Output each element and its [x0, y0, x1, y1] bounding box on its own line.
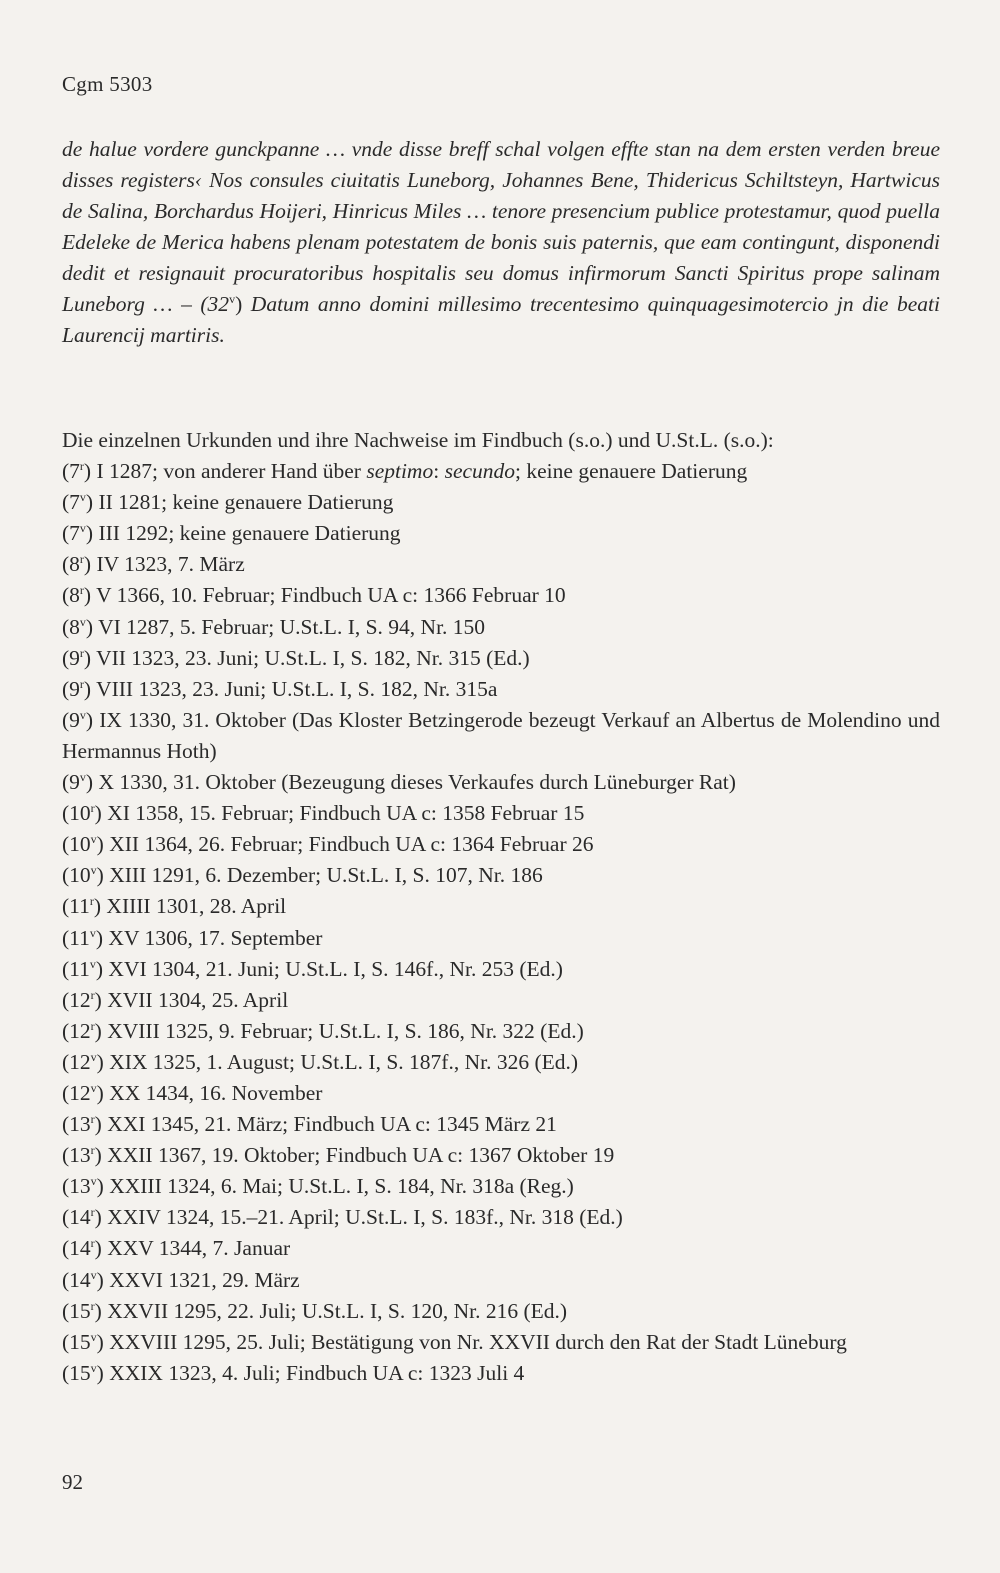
document-entry: (11$^v$) XV 1306, 17. September	[62, 925, 323, 950]
folio-side: r	[79, 676, 84, 691]
folio-side: r	[90, 987, 95, 1002]
entry-text: XXI 1345, 21. März; Findbuch UA c: 1345 März 21	[107, 1112, 557, 1137]
document-entry: (13$^r$) XXI 1345, 21. März; Findbuch UA c: 1345 März 21	[62, 1112, 557, 1137]
folio-side: v	[90, 863, 97, 878]
document-entry: (15$^v$) XXIX 1323, 4. Juli; Findbuch UA c: 1323 Juli 4	[62, 1360, 525, 1385]
entry-text: I 1287; von anderer Hand über	[96, 459, 367, 484]
page-number: 92	[62, 1470, 83, 1494]
entry-text: X 1330, 31. Oktober (Bezeugung dieses Verkaufes durch Lüneburger Rat)	[98, 770, 736, 795]
folio-number: 9	[69, 770, 80, 795]
folio-side: v	[79, 614, 86, 629]
folio-side-marker: v	[229, 292, 236, 306]
latin-text-close: )	[235, 292, 243, 316]
entry-text: XVIII 1325, 9. Februar; U.St.L. I, S. 186, Nr. 322 (Ed.)	[107, 1018, 584, 1043]
folio-number: 7	[69, 490, 80, 515]
folio-number: 8	[69, 614, 80, 639]
folio-number: 11	[69, 956, 90, 981]
document-entry: (8$^r$) V 1366, 10. Februar; Findbuch UA c: 1366 Februar 10	[62, 583, 566, 608]
section-intro: Die einzelnen Urkunden und ihre Nachweise im Findbuch (s.o.) und U.St.L. (s.o.):	[62, 428, 774, 452]
folio-side: r	[90, 1205, 95, 1220]
document-entry: (12$^r$) XVII 1304, 25. April	[62, 987, 289, 1012]
document-entry: (7$^v$) II 1281; keine genauere Datierung	[62, 490, 394, 515]
entry-text: XIII 1291, 6. Dezember; U.St.L. I, S. 107, Nr. 186	[109, 863, 543, 888]
entry-text: ; keine genauere Datierung	[515, 459, 748, 484]
entry-text: XII 1364, 26. Februar; Findbuch UA c: 1364 Februar 26	[109, 832, 594, 857]
folio-side: r	[90, 1236, 95, 1251]
folio-side: v	[90, 1360, 97, 1375]
folio-number: 12	[69, 987, 91, 1012]
folio-number: 10	[69, 832, 91, 857]
document-entry: (9$^v$) IX 1330, 31. Oktober (Das Kloster Betzingerode bezeugt Verkauf an Albertus de Molendino und Hermannus Hoth)	[62, 707, 940, 763]
folio-number: 15	[69, 1360, 91, 1385]
entry-text: XXVII 1295, 22. Juli; U.St.L. I, S. 120, Nr. 216 (Ed.)	[107, 1298, 568, 1323]
folio-number: 7	[69, 521, 80, 546]
document-entry: (8$^r$) IV 1323, 7. März	[62, 552, 245, 577]
folio-number: 15	[69, 1329, 91, 1354]
folio-number: 14	[69, 1205, 91, 1230]
folio-side: v	[89, 956, 96, 971]
folio-side: v	[90, 1329, 97, 1344]
entry-text: III 1292; keine genauere Datierung	[98, 521, 401, 546]
document-entry: (7$^v$) III 1292; keine genauere Datierung	[62, 521, 401, 546]
folio-number: 12	[69, 1018, 91, 1043]
folio-side: r	[90, 1018, 95, 1033]
entry-text: :	[433, 459, 445, 484]
folio-number: 12	[69, 1049, 91, 1074]
document-entry: (14$^r$) XXV 1344, 7. Januar	[62, 1236, 291, 1261]
entry-italic-word: septimo	[366, 459, 434, 484]
entry-text: XXIII 1324, 6. Mai; U.St.L. I, S. 184, Nr. 318a (Reg.)	[109, 1174, 574, 1199]
folio-side: v	[90, 1080, 97, 1095]
document-entry: (10$^r$) XI 1358, 15. Februar; Findbuch UA c: 1358 Februar 15	[62, 801, 585, 826]
folio-side: v	[79, 707, 86, 722]
folio-number: 13	[69, 1174, 91, 1199]
folio-side: r	[79, 583, 84, 598]
entry-text: XXVIII 1295, 25. Juli; Bestätigung von Nr. XXVII durch den Rat der Stadt Lüneburg	[109, 1329, 847, 1354]
folio-number: 10	[69, 863, 91, 888]
entry-text: IX 1330, 31. Oktober (Das Kloster Betzingerode bezeugt Verkauf an Albertus de Molendino und Hermannus Hoth)	[62, 707, 940, 763]
folio-number: 9	[69, 707, 80, 732]
latin-transcription-paragraph	[62, 134, 940, 351]
entry-text: XVI 1304, 21. Juni; U.St.L. I, S. 146f., Nr. 253 (Ed.)	[108, 956, 563, 981]
folio-number: 13	[69, 1112, 91, 1137]
folio-number: 10	[69, 801, 91, 826]
entry-text: XIIII 1301, 28. April	[106, 894, 287, 919]
entry-text: VI 1287, 5. Februar; U.St.L. I, S. 94, Nr. 150	[98, 614, 486, 639]
document-entry: (7$^r$) I 1287; von anderer Hand über septimo: secundo; keine genauere Datierung	[62, 459, 748, 484]
folio-number: 9	[69, 676, 80, 701]
document-entry: (11$^r$) XIIII 1301, 28. April	[62, 894, 287, 919]
folio-number: 7	[69, 459, 80, 484]
entry-text: XI 1358, 15. Februar; Findbuch UA c: 1358 Februar 15	[107, 801, 585, 826]
folio-side: r	[90, 801, 95, 816]
document-entry: (12$^r$) XVIII 1325, 9. Februar; U.St.L. I, S. 186, Nr. 322 (Ed.)	[62, 1018, 584, 1043]
entry-text: XX 1434, 16. November	[109, 1080, 323, 1105]
document-entry: (14$^v$) XXVI 1321, 29. März	[62, 1267, 300, 1292]
folio-side: r	[79, 645, 84, 660]
entry-text: XIX 1325, 1. August; U.St.L. I, S. 187f., Nr. 326 (Ed.)	[109, 1049, 579, 1074]
entry-text: VII 1323, 23. Juni; U.St.L. I, S. 182, Nr. 315 (Ed.)	[96, 645, 530, 670]
document-entry: (10$^v$) XII 1364, 26. Februar; Findbuch UA c: 1364 Februar 26	[62, 832, 594, 857]
folio-number: 9	[69, 645, 80, 670]
folio-side: v	[79, 770, 86, 785]
entry-text: XV 1306, 17. September	[108, 925, 323, 950]
folio-number: 11	[69, 894, 90, 919]
document-entry: (9$^r$) VII 1323, 23. Juni; U.St.L. I, S. 182, Nr. 315 (Ed.)	[62, 645, 530, 670]
document-entry: (15$^r$) XXVII 1295, 22. Juli; U.St.L. I, S. 120, Nr. 216 (Ed.)	[62, 1298, 568, 1323]
document-entry: (14$^r$) XXIV 1324, 15.–21. April; U.St.L. I, S. 183f., Nr. 318 (Ed.)	[62, 1205, 623, 1230]
folio-number: 14	[69, 1267, 91, 1292]
document-list-section	[62, 425, 940, 1389]
document-entry: (8$^v$) VI 1287, 5. Februar; U.St.L. I, S. 94, Nr. 150	[62, 614, 486, 639]
folio-side: v	[90, 1174, 97, 1189]
folio-number: 8	[69, 552, 80, 577]
document-entry: (12$^v$) XX 1434, 16. November	[62, 1080, 323, 1105]
folio-side: v	[79, 490, 86, 505]
latin-text-part2: Datum anno domini millesimo trecentesimo quinquagesimotercio jn die beati Laurencij martiris.	[62, 292, 940, 347]
entry-italic-word: secundo	[444, 459, 516, 484]
entry-text: V 1366, 10. Februar; Findbuch UA c: 1366 Februar 10	[96, 583, 566, 608]
entry-text: II 1281; keine genauere Datierung	[98, 490, 394, 515]
folio-side: r	[89, 894, 94, 909]
folio-number: 15	[69, 1298, 91, 1323]
entry-text: XVII 1304, 25. April	[107, 987, 289, 1012]
folio-side: v	[90, 1267, 97, 1282]
folio-side: r	[90, 1143, 95, 1158]
folio-side: r	[79, 552, 84, 567]
document-entry: (15$^v$) XXVIII 1295, 25. Juli; Bestätigung von Nr. XXVII durch den Rat der Stadt Lüneburg	[62, 1329, 847, 1354]
folio-side: r	[90, 1112, 95, 1127]
entry-text: IV 1323, 7. März	[96, 552, 245, 577]
running-head: Cgm 5303	[62, 72, 153, 96]
folio-number: 12	[69, 1080, 91, 1105]
folio-side: r	[90, 1298, 95, 1313]
entry-text: XXVI 1321, 29. März	[109, 1267, 300, 1292]
entry-text: XXII 1367, 19. Oktober; Findbuch UA c: 1367 Oktober 19	[107, 1143, 615, 1168]
latin-text-part1: de halue vordere gunckpanne … vnde disse breff schal volgen effte stan na dem ersten verden breue disses registers‹ Nos consules ciuitatis Luneborg, Johannes Bene, Thidericus Schiltsteyn, Hartwicus de Salina, Borchardus Hoijeri, Hinricus Miles … tenore presencium publice protestamur, quod puella Edeleke de Merica habens plenam potestatem de bonis suis paternis, que eam contingunt, disponendi dedit et resignauit procuratoribus hospitalis seu domus infirmorum Sancti Spiritus prope salinam Luneborg … – (32	[62, 137, 940, 316]
document-entry: (13$^v$) XXIII 1324, 6. Mai; U.St.L. I, S. 184, Nr. 318a (Reg.)	[62, 1174, 574, 1199]
folio-number: 11	[69, 925, 90, 950]
folio-side: v	[89, 925, 96, 940]
folio-side: r	[79, 459, 84, 474]
entry-text: XXIX 1323, 4. Juli; Findbuch UA c: 1323 Juli 4	[109, 1360, 525, 1385]
folio-side: v	[79, 521, 86, 536]
document-entry: (12$^v$) XIX 1325, 1. August; U.St.L. I, S. 187f., Nr. 326 (Ed.)	[62, 1049, 579, 1074]
entry-text: VIII 1323, 23. Juni; U.St.L. I, S. 182, Nr. 315a	[96, 676, 498, 701]
folio-side: v	[90, 1049, 97, 1064]
folio-side: v	[90, 832, 97, 847]
document-entry: (9$^r$) VIII 1323, 23. Juni; U.St.L. I, S. 182, Nr. 315a	[62, 676, 498, 701]
document-entry: (11$^v$) XVI 1304, 21. Juni; U.St.L. I, S. 146f., Nr. 253 (Ed.)	[62, 956, 563, 981]
document-entry: (13$^r$) XXII 1367, 19. Oktober; Findbuch UA c: 1367 Oktober 19	[62, 1143, 615, 1168]
folio-number: 8	[69, 583, 80, 608]
folio-number: 13	[69, 1143, 91, 1168]
document-entry: (9$^v$) X 1330, 31. Oktober (Bezeugung dieses Verkaufes durch Lüneburger Rat)	[62, 770, 736, 795]
entry-text: XXIV 1324, 15.–21. April; U.St.L. I, S. 183f., Nr. 318 (Ed.)	[107, 1205, 623, 1230]
document-entry: (10$^v$) XIII 1291, 6. Dezember; U.St.L. I, S. 107, Nr. 186	[62, 863, 543, 888]
entry-text: XXV 1344, 7. Januar	[107, 1236, 291, 1261]
folio-number: 14	[69, 1236, 91, 1261]
